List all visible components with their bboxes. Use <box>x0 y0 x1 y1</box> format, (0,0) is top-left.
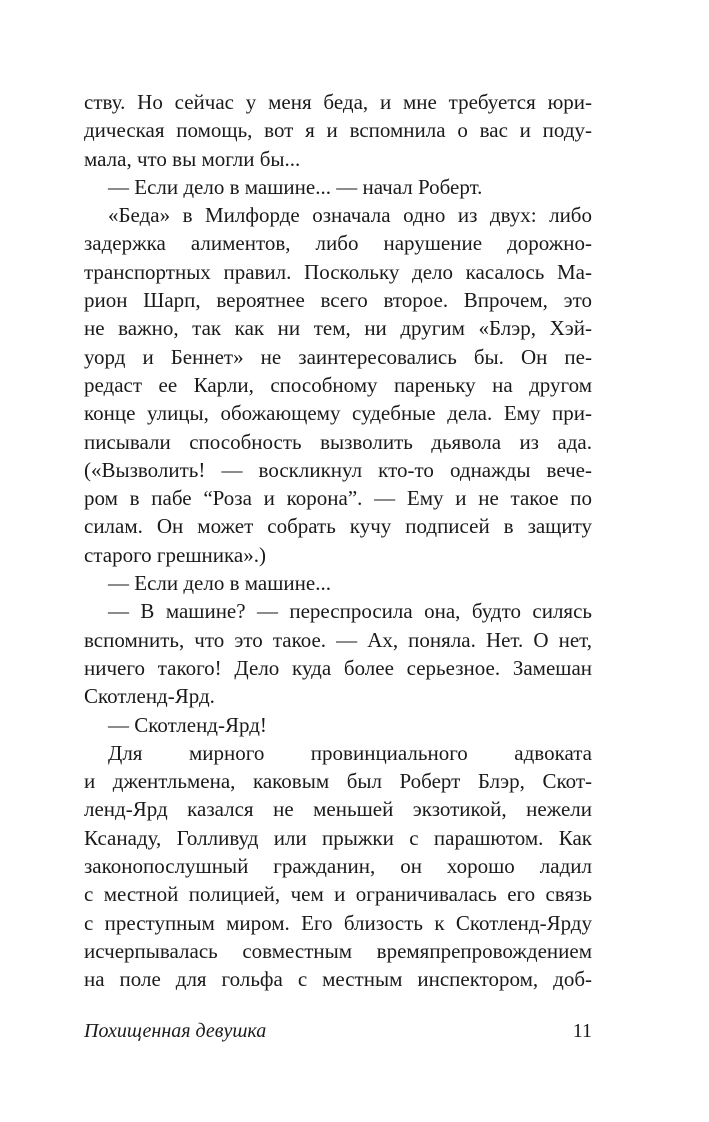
text-line: транспортных правил. Поскольку дело касалось Ма- <box>84 259 592 284</box>
text-line: старого грешника».) <box>84 542 266 567</box>
text-line: уорд и Беннет» не заинтересовались бы. Он пе- <box>84 344 592 369</box>
text-line: писывали способность вызволить дьявола из ада. <box>84 429 592 454</box>
text-line: на поле для гольфа с местным инспектором, доб- <box>84 967 592 992</box>
text-line: не важно, так как ни тем, ни другим «Блэр, Хэй- <box>84 316 592 341</box>
text-line: редаст ее Карли, способному пареньку на другом <box>84 372 592 397</box>
text-line: Ксанаду, Голливуд или прыжки с парашютом. Как <box>84 825 592 850</box>
text-line: Для мирного провинциального адвоката <box>108 740 592 765</box>
text-line: задержка алиментов, либо нарушение дорожно- <box>84 231 592 256</box>
running-footer-title: Похищенная девушка <box>84 1020 267 1042</box>
text-line: — В машине? — переспросила она, будто силясь <box>108 599 592 624</box>
text-line: — Если дело в машине... <box>108 571 331 596</box>
text-line: силам. Он может собрать кучу подписей в защиту <box>84 514 592 539</box>
text-line: ленд-Ярд казался не меньшей экзотикой, нежели <box>84 797 592 822</box>
body-text <box>84 88 592 994</box>
text-line: конце улицы, обожающему судебные дела. Ему при- <box>84 401 592 426</box>
text-line: законопослушный гражданин, он хорошо ладил <box>84 854 592 879</box>
text-line: с местной полицией, чем и ограничивалась его связь <box>84 882 592 907</box>
text-line: «Беда» в Милфорде означала одно из двух: либо <box>108 203 592 228</box>
text-line: — Если дело в машине... — начал Роберт. <box>108 174 483 199</box>
text-line: вспомнить, что это такое. — Ах, поняла. Нет. О нет, <box>84 627 592 652</box>
text-line: («Вызволить! — воскликнул кто-то однажды вече- <box>84 457 592 482</box>
page-number: 11 <box>572 1020 592 1042</box>
text-line: дическая помощь, вот я и вспомнила о вас и поду- <box>84 118 592 143</box>
text-line: мала, что вы могли бы... <box>84 146 301 171</box>
text-line: исчерпывалась совместным времяпрепровождением <box>84 938 592 963</box>
text-line: и джентльмена, каковым был Роберт Блэр, Скот- <box>84 769 592 794</box>
text-line: — Скотленд-Ярд! <box>108 712 267 737</box>
text-line: ничего такого! Дело куда более серьезное. Замешан <box>84 655 592 680</box>
text-line: с преступным миром. Его близость к Скотленд-Ярду <box>84 910 592 935</box>
text-line: Скотленд-Ярд. <box>84 684 215 709</box>
text-line: ром в пабе “Роза и корона”. — Ему и не такое по <box>84 486 592 511</box>
text-line: рион Шарп, вероятнее всего второе. Впрочем, это <box>84 288 592 313</box>
text-line: ству. Но сейчас у меня беда, и мне требуется юри- <box>84 90 592 114</box>
